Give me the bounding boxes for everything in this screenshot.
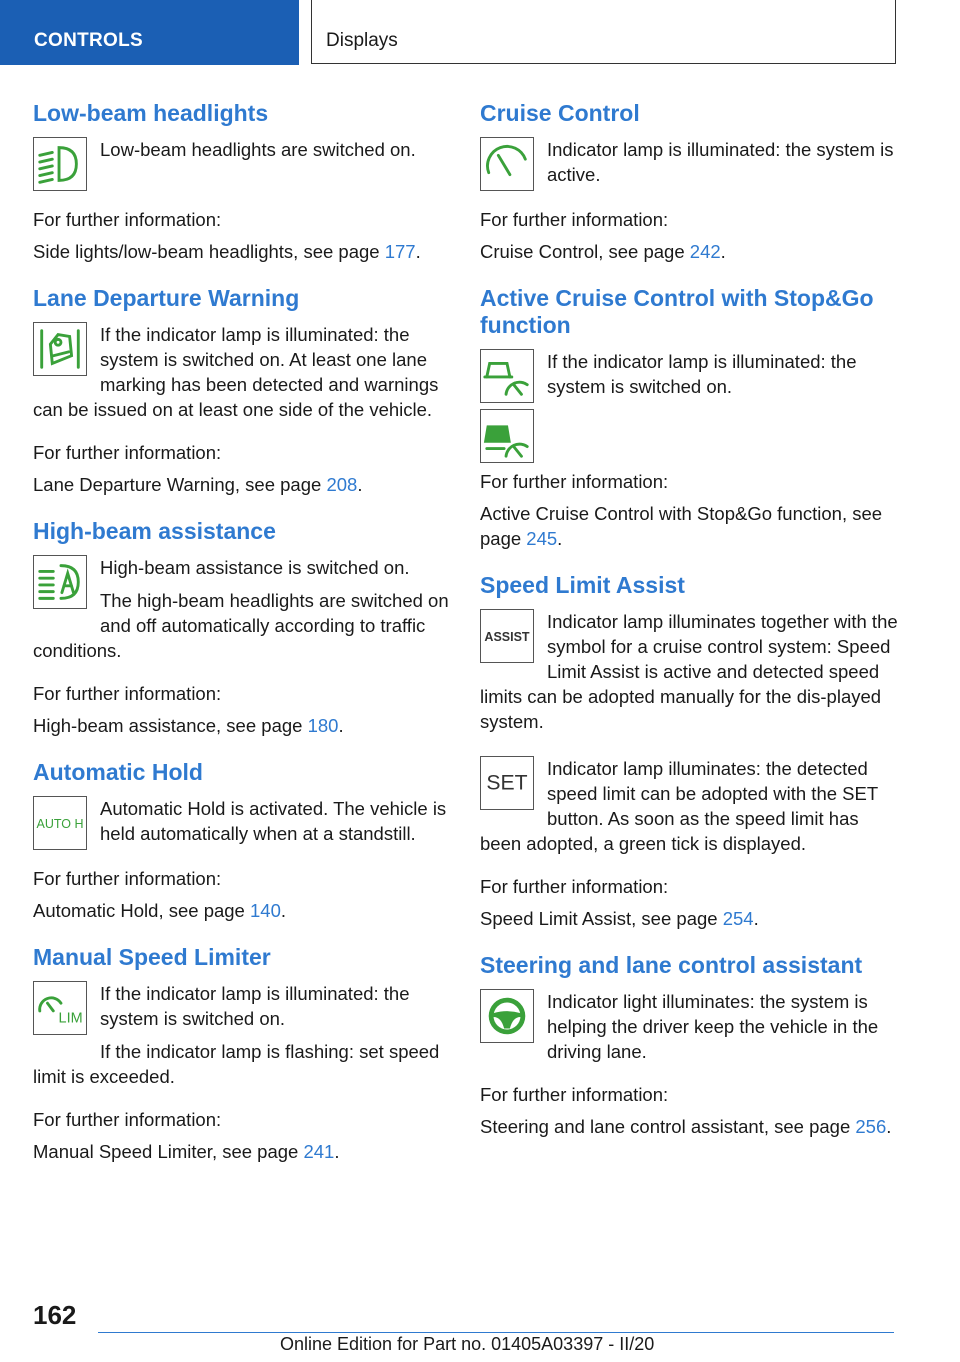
page-link[interactable]: 140 [250, 900, 281, 921]
description: High-beam assistance is switched on. [100, 557, 410, 578]
section-label: CONTROLS [34, 30, 144, 51]
further-info-label: For further information: [480, 209, 669, 230]
further-info-label: For further information: [480, 876, 669, 897]
footer-divider [98, 1332, 894, 1333]
speed-limiter-icon-text: LIM [58, 1010, 83, 1027]
acc-outline-icon [480, 349, 534, 403]
page-link[interactable]: 256 [855, 1116, 887, 1137]
description: If the indicator lamp is illuminated: the system is switched on. [100, 983, 410, 1029]
section-title: Active Cruise Control with Stop&Go function [480, 285, 874, 338]
cruise-control-icon [480, 137, 534, 191]
page-reference [480, 501, 898, 551]
ref-text: Side lights/low-beam headlights, see page [33, 241, 385, 262]
page-reference [33, 472, 453, 497]
description: If the indicator lamp is flashing: set speed limit is exceeded. [33, 1041, 440, 1087]
ref-end: . [886, 1116, 892, 1137]
ref-text: Steering and lane control assistant, see page [480, 1116, 856, 1137]
page-number: 162 [33, 1300, 77, 1330]
auto-hold-icon [33, 796, 87, 850]
further-info-label: For further information: [480, 471, 669, 492]
description: Indicator lamp is illuminated: the system is active. [547, 139, 894, 185]
section-manual-speed-limiter [33, 944, 453, 1164]
description: If the indicator lamp is illuminated: the system is switched on. At least one lane marking has been detected and warnings can be issued on at least one side of the vehicle. [33, 324, 439, 420]
description: Indicator lamp illuminates: the detected speed limit can be adopted with the SET button. As soon as the speed limit has been adopted, a green tick is displayed. [480, 758, 878, 854]
section-title: Automatic Hold [33, 759, 203, 785]
ref-text: Lane Departure Warning, see page [33, 474, 327, 495]
auto-hold-icon-text: AUTO H [36, 816, 84, 831]
description: Automatic Hold is activated. The vehicle is held automatically when at a standstill. [100, 798, 447, 844]
section-steering-assistant [480, 952, 898, 1139]
chapter-label: Displays [326, 30, 398, 51]
page-reference [480, 1114, 898, 1139]
speed-limiter-icon [33, 981, 87, 1035]
section-cruise-control [480, 100, 898, 264]
page-link[interactable]: 177 [384, 241, 416, 262]
ref-end: . [557, 528, 563, 549]
section-lane-departure [33, 285, 453, 497]
section-automatic-hold [33, 759, 453, 923]
ref-end: . [720, 241, 726, 262]
section-tab [0, 0, 299, 65]
assist-icon [480, 609, 534, 663]
chapter-tab [311, 0, 896, 64]
ref-end: . [753, 908, 759, 929]
section-title: Lane Departure Warning [33, 285, 300, 311]
ref-text: Active Cruise Control with Stop&Go function, see page [480, 503, 883, 549]
edition-note: Online Edition for Part no. 01405A03397 - II/20 [280, 1334, 655, 1354]
page-link[interactable]: 254 [722, 908, 754, 929]
page-reference [480, 239, 898, 264]
page-reference [33, 239, 453, 264]
section-title: Low-beam headlights [33, 100, 269, 126]
ref-text: Automatic Hold, see page [33, 900, 250, 921]
right-column [480, 100, 898, 1160]
page-link[interactable]: 208 [326, 474, 358, 495]
section-low-beam [33, 100, 453, 264]
page-reference [480, 906, 898, 931]
ref-end: . [338, 715, 344, 736]
further-info-label: For further information: [480, 1084, 669, 1105]
lane-departure-icon [33, 322, 87, 376]
left-column [33, 100, 453, 1185]
page-link[interactable]: 245 [526, 528, 558, 549]
further-info-label: For further information: [33, 209, 222, 230]
description: Low-beam headlights are switched on. [100, 139, 416, 160]
description: The high-beam headlights are switched on and off automatically according to traffic conditions. [33, 590, 449, 661]
further-info-label: For further information: [33, 1109, 222, 1130]
ref-text: Manual Speed Limiter, see page [33, 1141, 304, 1162]
page-reference [33, 713, 453, 738]
ref-text: Speed Limit Assist, see page [480, 908, 723, 929]
section-active-cruise-control [480, 285, 898, 551]
acc-vehicle-detected-icon [480, 409, 534, 463]
section-title: Cruise Control [480, 100, 640, 126]
assist-icon-text: ASSIST [484, 629, 530, 644]
page-reference [33, 1139, 453, 1164]
steering-wheel-icon [480, 989, 534, 1043]
description: Indicator light illuminates: the system is helping the driver keep the vehicle in the driving lane. [547, 991, 879, 1062]
set-icon [480, 756, 534, 810]
section-high-beam-assist [33, 518, 453, 738]
section-speed-limit-assist [480, 572, 898, 931]
page-link[interactable]: 242 [689, 241, 721, 262]
section-title: High-beam assistance [33, 518, 276, 544]
ref-end: . [334, 1141, 340, 1162]
ref-end: . [415, 241, 421, 262]
page-link[interactable]: 241 [303, 1141, 335, 1162]
ref-end: . [357, 474, 363, 495]
set-icon-text: SET [486, 771, 528, 795]
section-title: Manual Speed Limiter [33, 944, 271, 970]
description: If the indicator lamp is illuminated: the system is switched on. [547, 351, 857, 397]
section-title: Steering and lane control assistant [480, 952, 863, 978]
page-link[interactable]: 180 [307, 715, 339, 736]
further-info-label: For further information: [33, 442, 222, 463]
high-beam-assist-icon [33, 555, 87, 609]
further-info-label: For further information: [33, 868, 222, 889]
ref-text: High-beam assistance, see page [33, 715, 308, 736]
section-title: Speed Limit Assist [480, 572, 685, 598]
description: Indicator lamp illuminates together with the symbol for a cruise control system: Speed Limit Assist is active and detected speed limits can be adopted manually for the dis-played system. [480, 611, 898, 732]
page-reference [33, 898, 453, 923]
low-beam-icon [33, 137, 87, 191]
ref-end: . [280, 900, 287, 921]
further-info-label: For further information: [33, 683, 222, 704]
ref-text: Cruise Control, see page [480, 241, 690, 262]
